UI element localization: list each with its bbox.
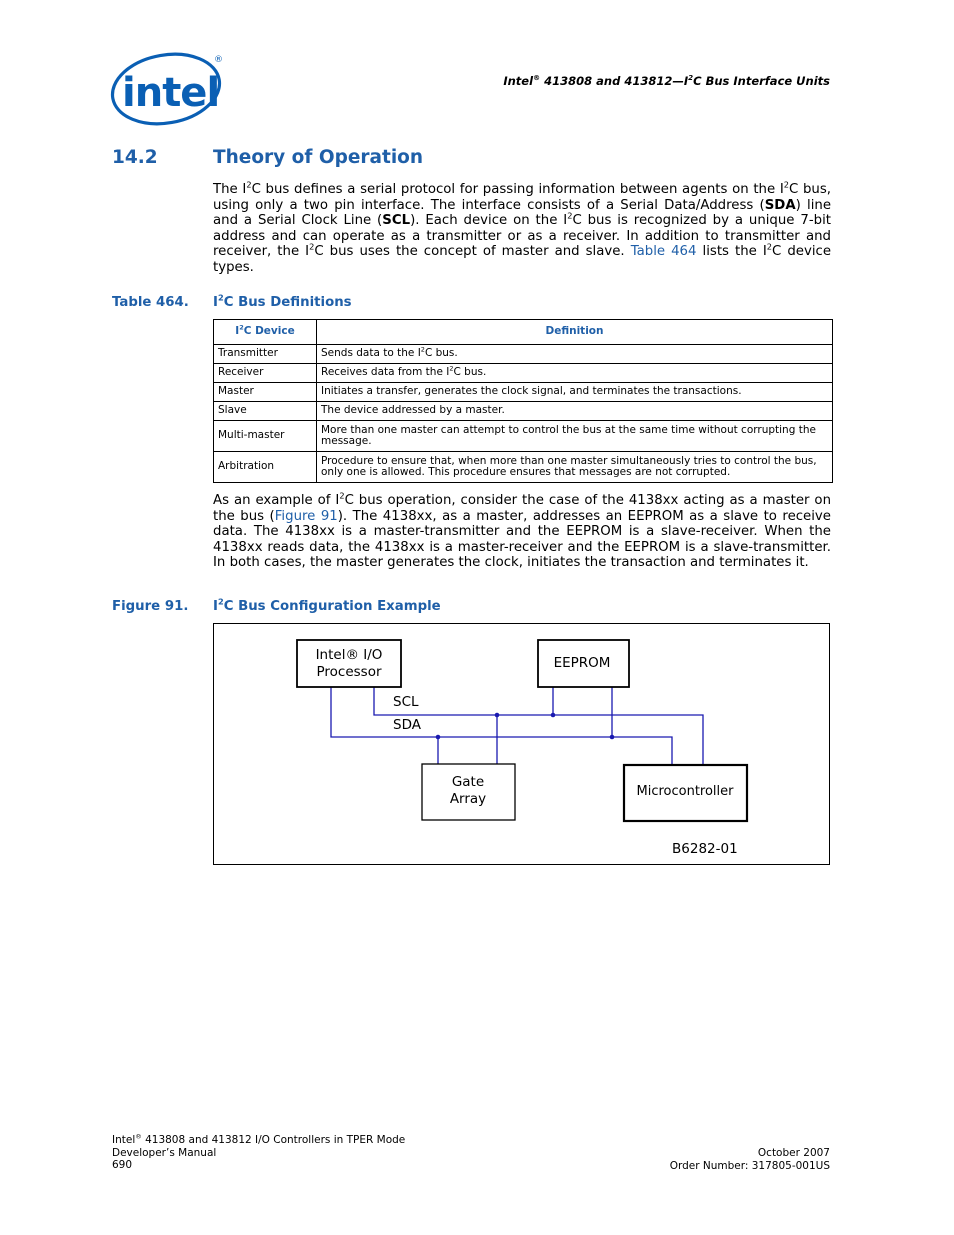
gate-array-label-line1: Gate [451,774,485,790]
cell-device: Transmitter [214,345,317,364]
p2-t2: C bus operation, consider the case of the 4138xx acting as a master on the bus ( [213,493,831,524]
table-row [214,402,833,421]
figure-label: Figure 91. [112,599,189,614]
header-sup: 2 [688,73,694,83]
section-title: Theory of Operation [213,147,424,168]
p1-t5: ). Each device on the I [410,213,568,229]
header-device [214,320,317,345]
figure-91-link[interactable]: Figure 91 [274,508,338,524]
running-header [430,74,830,88]
p1-t8: lists the I [696,244,767,260]
p2-t3: ). The 4138xx, as a master, addresses an EEPROM as a slave to receive data. The 4138xx is a master-transmitter and the EEPROM is a slave-receiver. When the 4138xx reads data, the 4138xx is a master-receiver and the EEPROM is a slave-transmitter. In both cases, the master generates the clock, initiates the transaction and terminates it. [213,508,831,571]
footer-product-text: 413808 and 413812 I/O Controllers in TPER Mode [141,1134,406,1146]
eeprom-label: EEPROM [553,655,611,671]
gate-array-label-line2: Array [449,791,487,807]
header-definition: Definition [317,320,833,345]
table-header-row [214,320,833,345]
table-title-b: C Bus Definitions [223,295,352,310]
def-b: C bus. [424,347,458,360]
processor-label-line2: Processor [316,664,382,680]
hd-b: C Device [243,325,295,338]
cell-definition: Procedure to ensure that, when more than one master simultaneously tries to control the bus, only one is allowed. This procedure ensures that messages are not corrupted. [317,452,833,483]
p1-t6: C bus is recognized by a unique 7-bit address and can operate as a transmitter or as a receiver. In addition to transmitter and receiver, the I [213,213,831,260]
cell-device: Multi-master [214,421,317,452]
logo-text: intel [122,70,220,116]
p1-t9: C device types. [213,244,831,275]
figure-id: B6282-01 [672,841,738,857]
junction-dot [551,713,556,718]
bus-wires [331,687,703,764]
diagram-canvas [214,624,829,864]
hd-a: I [235,325,240,338]
cell-device: Master [214,383,317,402]
i2c-definitions-table [213,319,833,483]
figure-title-a: I [213,599,218,614]
footer-right [670,1147,830,1172]
p1-s1: 2 [246,179,252,190]
intro-paragraph [213,179,831,276]
microcontroller-label: Microcontroller [636,784,734,799]
p1-s5: 2 [766,241,773,252]
footer-product [112,1134,405,1147]
p1-s2: 2 [783,179,789,190]
sda-line [331,687,672,764]
figure-title-sup: 2 [217,596,224,607]
footer-page-number: 690 [112,1159,133,1171]
cell-definition [317,364,833,383]
p2-t1: As an example of I [213,493,340,508]
table-row [214,345,833,364]
logo-reg-mark: ® [214,55,223,65]
table-title-sup: 2 [217,292,224,303]
scl-label: SCL [393,694,419,710]
footer-order-number: Order Number: 317805-001US [669,1159,830,1172]
junction-dot [610,735,615,740]
junction-dot [495,713,500,718]
p1-s4: 2 [309,241,315,252]
p2-s1: 2 [339,490,345,501]
figure-title [213,596,441,614]
p1-t7: C bus uses the concept of master and slave. [314,244,631,260]
p1-t3: C bus, using only a two pin interface. The interface consists of a Serial Data/Address ( [213,182,831,213]
def-sup: 2 [449,364,454,373]
table-title-a: I [213,295,218,310]
cell-device: Arbitration [214,452,317,483]
table-row [214,364,833,383]
table-row [214,383,833,402]
cell-device: Receiver [214,364,317,383]
junction-dot [436,735,441,740]
example-paragraph [213,490,831,571]
footer-left [112,1134,405,1172]
cell-device: Slave [214,402,317,421]
p1-s3: 2 [567,210,573,221]
table-row [214,452,833,483]
def-b: C bus. [453,366,487,379]
junction-dots [436,713,615,740]
i2c-bus-diagram [213,623,830,865]
footer-manual: Developer’s Manual [112,1146,217,1159]
table-title [213,292,352,310]
cell-definition: More than one master can attempt to control the bus at the same time without corrupting the message. [317,421,833,452]
header-title-a: 413808 and 413812—I [540,74,689,88]
def-a: Sends data to the I [321,347,421,360]
p1-sda: SDA [764,197,796,213]
cell-definition: The device addressed by a master. [317,402,833,421]
footer-brand: Intel [112,1134,136,1146]
header-brand: Intel [503,74,534,88]
figure-title-b: C Bus Configuration Example [223,599,441,614]
p1-t1: The I [213,182,247,197]
sda-label: SDA [393,717,421,733]
scl-line [374,687,703,764]
cell-definition: Initiates a transfer, generates the clock signal, and terminates the transactions. [317,383,833,402]
intel-logo [108,48,230,130]
footer-date: October 2007 [757,1147,830,1159]
footer-reg: ® [135,1132,142,1141]
table-label: Table 464. [112,295,189,310]
table-464-link[interactable]: Table 464 [630,244,697,260]
processor-label-line1: Intel® I/O [315,647,383,663]
p1-t4: ) line and a Serial Clock Line ( [213,197,831,229]
header-reg: ® [533,73,541,83]
p1-scl: SCL [382,213,411,229]
p1-t2: C bus defines a serial protocol for passing information between agents on the I [251,182,784,197]
def-sup: 2 [420,345,425,354]
section-number: 14.2 [112,147,158,168]
hd-sup: 2 [239,323,244,332]
header-title-b: C Bus Interface Units [693,74,830,88]
cell-definition [317,345,833,364]
def-a: Receives data from the I [321,366,450,379]
table-row [214,421,833,452]
